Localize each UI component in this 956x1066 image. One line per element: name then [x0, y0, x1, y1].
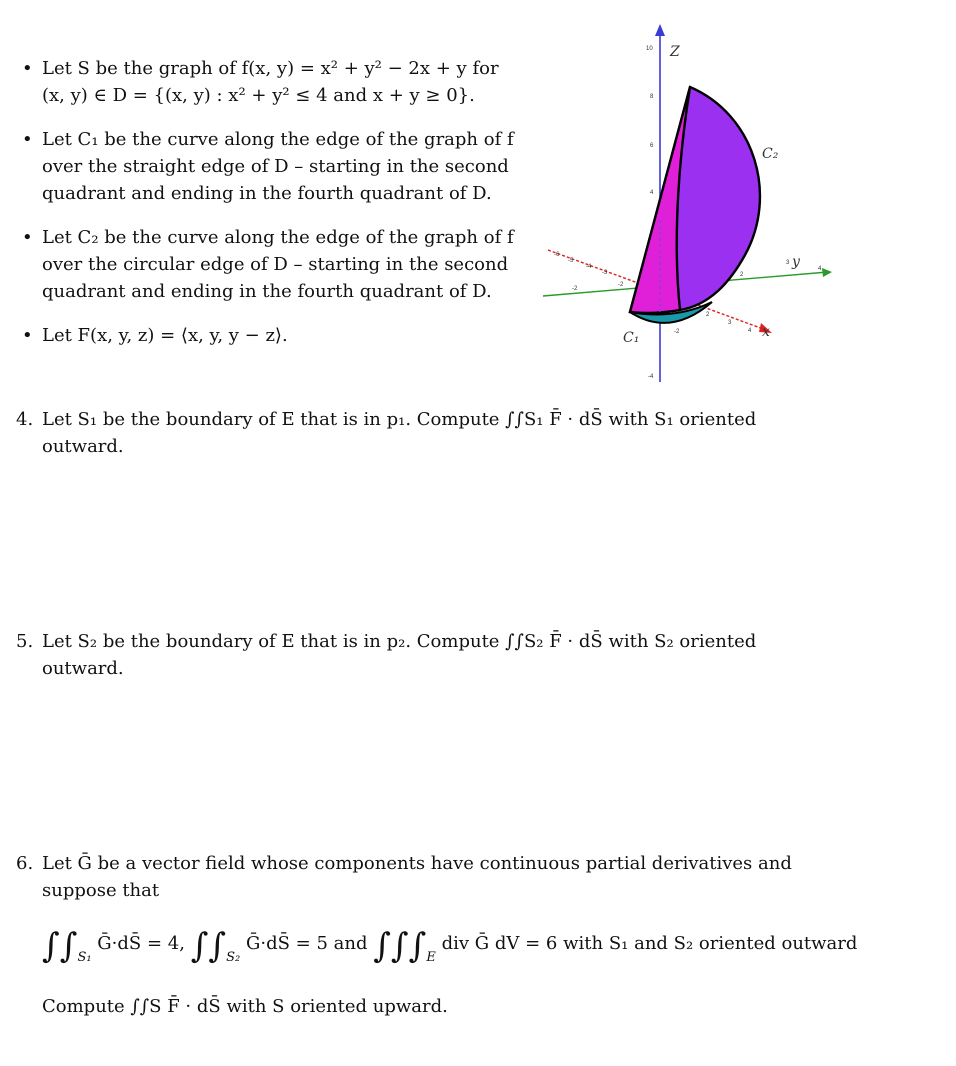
x-tick-label: 3	[728, 320, 732, 326]
c1-label: C₁	[623, 330, 640, 346]
problem-number: 6.	[16, 853, 34, 874]
z-axis-arrow-icon	[655, 24, 665, 36]
z-tick-label: 4	[650, 190, 654, 196]
triple-integral-symbol: ∫∫∫	[373, 926, 427, 966]
y-tick-label: -2	[572, 286, 578, 292]
integral-subscript: E	[426, 950, 436, 965]
y-axis-arrow-icon	[822, 268, 832, 277]
z-axis-label: Z	[670, 44, 680, 60]
bullet-vector-field-definition	[20, 322, 540, 349]
problem-text: Let Ḡ be a vector field whose components have continuous partial derivatives and	[42, 853, 792, 874]
c2-label: C₂	[762, 146, 779, 162]
x-tick-label: -2	[618, 282, 624, 288]
z-tick-label: -4	[648, 374, 654, 380]
problem-text-continued: suppose that	[42, 880, 160, 901]
bullet-line: over the straight edge of D – starting in the second	[42, 156, 509, 177]
integral-subscript: S₂	[226, 950, 241, 965]
z-tick-label: -2	[674, 329, 680, 335]
problem-number: 5.	[16, 631, 34, 652]
problem-5	[16, 628, 946, 682]
bullet-surface-definition	[20, 55, 540, 109]
z-tick-label: 6	[650, 143, 654, 149]
bullet-line: • Let C₂ be the curve along the edge of the graph of f	[42, 227, 514, 248]
bullet-c2-definition	[20, 224, 540, 305]
x-tick-label: -3	[602, 270, 608, 276]
y-axis-label: y	[792, 254, 800, 270]
y-tick-label: 2	[740, 272, 744, 278]
z-tick-label: 10	[646, 46, 653, 52]
surface-figure	[540, 20, 840, 390]
x-tick-label: 4	[748, 328, 752, 334]
problem-text: Let S₁ be the boundary of E that is in p₁. Compute ∫∫S₁ F̄ · dS̄ with S₁ oriented	[42, 409, 757, 430]
integral-subscript: S₁	[77, 950, 92, 965]
equation-term: div Ḡ dV = 6 with S₁ and S₂ oriented outward	[441, 933, 858, 954]
problem-text-continued: outward.	[42, 658, 124, 679]
bullet-line: quadrant and ending in the fourth quadrant of D.	[42, 183, 492, 204]
bullet-line: • Let C₁ be the curve along the edge of the graph of f	[42, 129, 514, 150]
bullet-line: quadrant and ending in the fourth quadrant of D.	[42, 281, 492, 302]
problem-6	[16, 850, 946, 1020]
x-axis-label: x	[762, 324, 770, 340]
x-tick-label: 2	[706, 312, 710, 318]
double-integral-symbol: ∫∫	[42, 926, 78, 966]
x-tick-label: -5	[568, 258, 574, 264]
y-tick-label: 3	[786, 260, 790, 266]
z-tick-label: 8	[650, 94, 654, 100]
definitions-list	[20, 55, 540, 366]
bullet-line: over the circular edge of D – starting in the second	[42, 254, 509, 275]
double-integral-symbol: ∫∫	[190, 926, 227, 966]
x-tick-label: -4	[586, 264, 592, 270]
given-equation	[16, 926, 946, 971]
compute-instruction: Compute ∫∫S F̄ · dS̄ with S oriented upward.	[42, 996, 448, 1017]
bullet-c1-definition	[20, 126, 540, 207]
equation-term: Ḡ·dS̄ = 5 and	[245, 933, 368, 954]
bullet-line: (x, y) ∈ D = {(x, y) : x² + y² ≤ 4 and x + y ≥ 0}.	[42, 85, 475, 106]
x-tick-label: -6	[554, 252, 560, 258]
problem-number: 4.	[16, 409, 34, 430]
bullet-line: • Let F(x, y, z) = ⟨x, y, y − z⟩.	[42, 325, 288, 346]
problem-text-continued: outward.	[42, 436, 124, 457]
equation-term: Ḡ·dS̄ = 4,	[97, 933, 185, 954]
problem-text: Let S₂ be the boundary of E that is in p₂. Compute ∫∫S₂ F̄ · dS̄ with S₂ oriented	[42, 631, 757, 652]
bullet-line: • Let S be the graph of f(x, y) = x² + y² − 2x + y for	[42, 58, 499, 79]
y-tick-label: 4	[818, 266, 822, 272]
problem-4	[16, 406, 946, 460]
